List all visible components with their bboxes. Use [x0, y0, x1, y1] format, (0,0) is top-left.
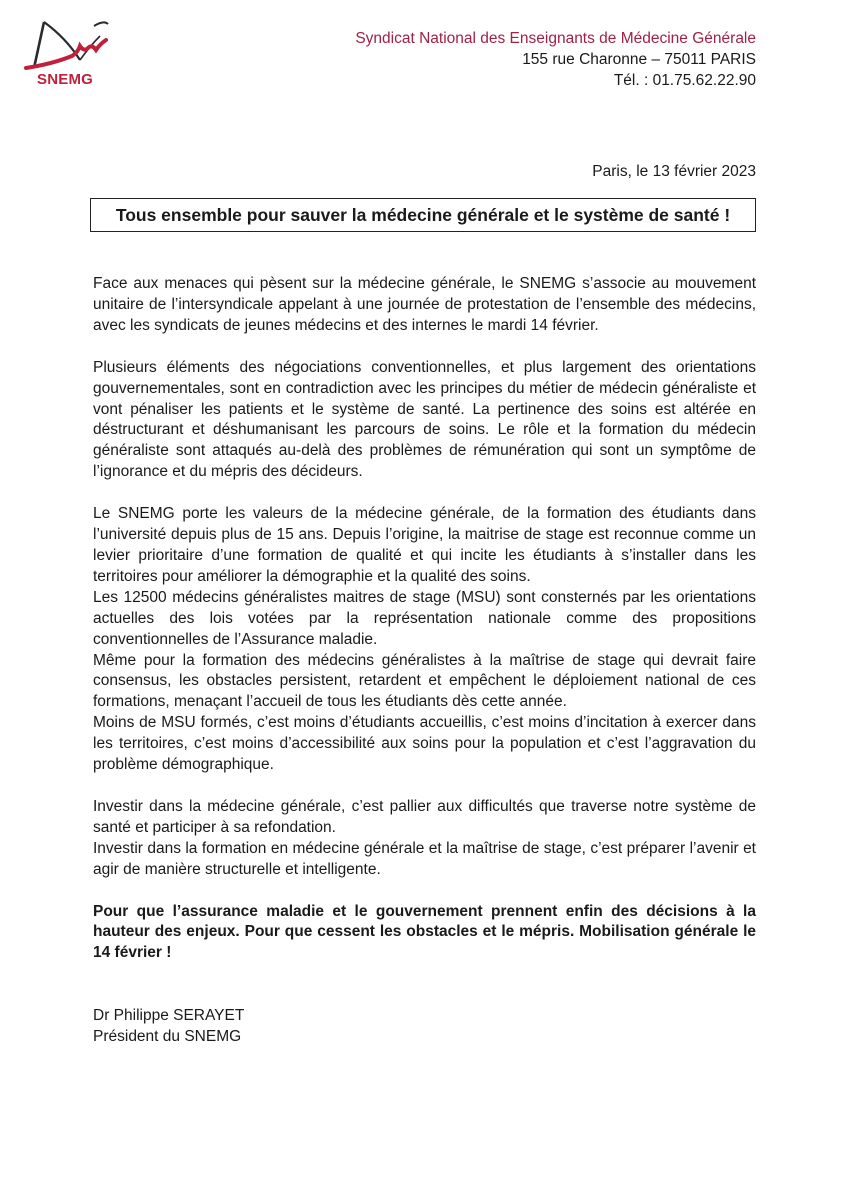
- paragraph-consequences: Moins de MSU formés, c’est moins d’étudiants accueillis, c’est moins d’incitation à exercer dans les territoires, c’est moins d’accessibilité aux soins pour la population et c’est l’aggravation du problème démographique.: [93, 714, 756, 774]
- organization-name: Syndicat National des Enseignants de Médecine Générale: [355, 30, 756, 47]
- organization-phone: Tél. : 01.75.62.22.90: [613, 72, 756, 89]
- logo-graphic: [22, 16, 114, 76]
- paragraph-invest-general: Investir dans la médecine générale, c’est pallier aux difficultés que traverse notre système de santé et participer à sa refondation.: [93, 797, 756, 836]
- organization-address: 155 rue Charonne – 75011 PARIS: [522, 51, 756, 68]
- letter-date: Paris, le 13 février 2023: [592, 163, 756, 180]
- paragraph-intro: Face aux menaces qui pèsent sur la médecine générale, le SNEMG s’associe au mouvement unitaire de l’intersyndicale appelant à une journée de protestation de l’ensemble des médecins, avec les syndicats de jeunes médecins et des internes le mardi 14 février.: [93, 275, 756, 334]
- organization-header: [355, 28, 756, 91]
- letter-body: [93, 274, 756, 964]
- paragraph-invest-training: Investir dans la formation en médecine générale et la maîtrise de stage, c’est préparer l’avenir et agir de manière structurelle et intelligente.: [93, 839, 756, 878]
- letter-title: Tous ensemble pour sauver la médecine générale et le système de santé !: [90, 198, 756, 232]
- paragraph-call-to-action: Pour que l’assurance maladie et le gouvernement prennent enfin des décisions à la hauteur des enjeux. Pour que cessent les obstacles et le mépris. Mobilisation générale le 14 février !: [93, 902, 756, 962]
- signatory-role: Président du SNEMG: [93, 1028, 242, 1045]
- signature-block: [93, 1005, 244, 1047]
- logo-text: SNEMG: [37, 71, 94, 88]
- paragraph-training: Même pour la formation des médecins généralistes à la maîtrise de stage qui devrait faire consensus, les obstacles persistent, retardent et empêchent le déploiement national de ces formations, menaçant l’accueil de tous les étudiants dès cette année.: [93, 651, 756, 711]
- paragraph-negotiations: Plusieurs éléments des négociations conventionnelles, et plus largement des orientations gouvernementales, sont en contradiction avec les principes du métier de médecin généraliste et vont pénaliser les patients et le système de santé. La pertinence des soins est altérée en déstructurant et déshumanisant les parcours de soins. Le rôle et la formation du médecin généraliste sont attaqués au-delà des problèmes de rémunération qui sont un symptôme de l’ignorance et du mépris des décideurs.: [93, 358, 756, 481]
- paragraph-values: Le SNEMG porte les valeurs de la médecine générale, de la formation des étudiants dans l’université depuis plus de 15 ans. Depuis l’origine, la maitrise de stage est reconnue comme un levier prioritaire d’une formation de qualité et qui incite les étudiants à s’installer dans les territoires pour améliorer la démographie et la qualité des soins.: [93, 505, 756, 585]
- signatory-name: Dr Philippe SERAYET: [93, 1007, 245, 1024]
- paragraph-msu: Les 12500 médecins généralistes maitres de stage (MSU) sont consternés par les orientations actuelles des lois votées par la représentation nationale comme des propositions conventionnelles de l’Assurance maladie.: [93, 588, 756, 648]
- snemg-logo: [22, 16, 114, 94]
